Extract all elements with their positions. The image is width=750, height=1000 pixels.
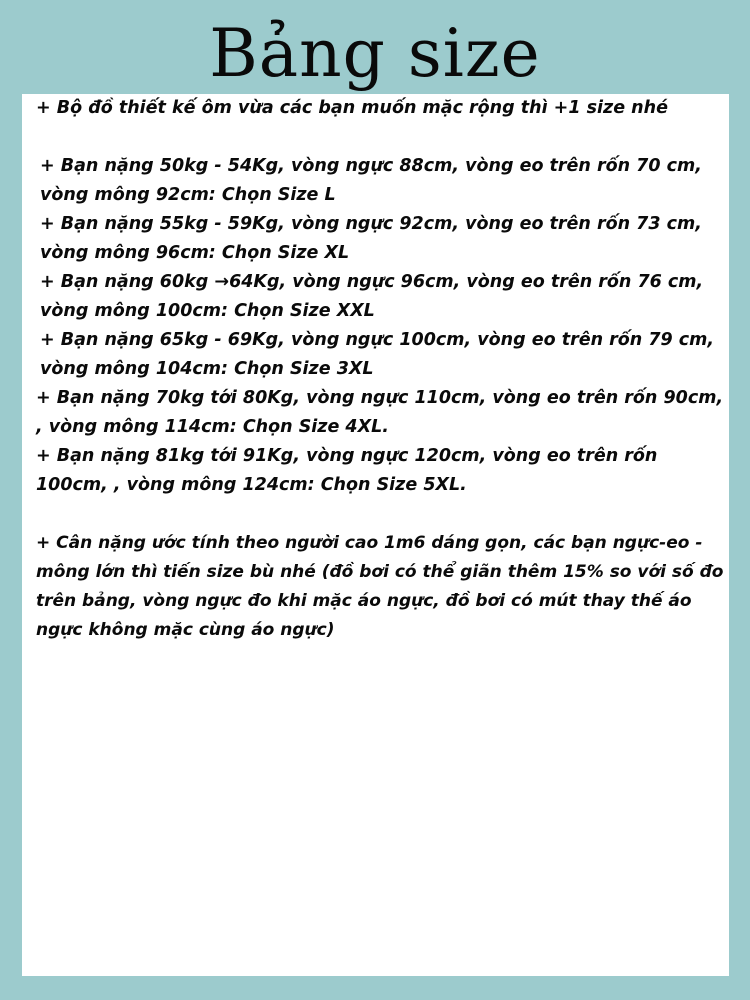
spacer	[36, 123, 726, 152]
intro-text: + Bộ đồ thiết kế ôm vừa các bạn muốn mặc rộng thì +1 size nhé	[36, 98, 668, 118]
size-row-3xl: + Bạn nặng 65kg - 69Kg, vòng ngực 100cm, vòng eo trên rốn 79 cm, vòng mông 104cm: Chọn Size 3XL	[40, 330, 715, 379]
spacer	[36, 500, 726, 529]
sizing-note: + Cân nặng ước tính theo người cao 1m6 dáng gọn, các bạn ngực-eo - mông lớn thì tiến size bù nhé (đồ bơi có thể giãn thêm 15% so với số đo trên bảng, vòng ngực đo khi mặc áo ngực, đồ bơi có mút thay thế áo ngực không mặc cùng áo ngực)	[36, 533, 724, 640]
size-info-content	[36, 94, 726, 645]
size-row-l: + Bạn nặng 50kg - 54Kg, vòng ngực 88cm, vòng eo trên rốn 70 cm, vòng mông 92cm: Chọn Size L	[40, 156, 702, 205]
size-row-4xl: + Bạn nặng 70kg tới 80Kg, vòng ngực 110cm, vòng eo trên rốn 90cm, , vòng mông 114cm: Chọn Size 4XL.	[36, 388, 724, 437]
size-row-xl: + Bạn nặng 55kg - 59Kg, vòng ngực 92cm, vòng eo trên rốn 73 cm, vòng mông 96cm: Chọn Size XL	[40, 214, 702, 263]
page-title: Bảng size	[209, 15, 541, 92]
size-row-5xl: + Bạn nặng 81kg tới 91Kg, vòng ngực 120cm, vòng eo trên rốn 100cm, , vòng mông 124cm: Chọn Size 5XL.	[36, 446, 658, 495]
size-row-xxl: + Bạn nặng 60kg →64Kg, vòng ngực 96cm, vòng eo trên rốn 76 cm, vòng mông 100cm: Chọn Size XXL	[40, 272, 704, 321]
size-info-panel	[22, 94, 729, 976]
